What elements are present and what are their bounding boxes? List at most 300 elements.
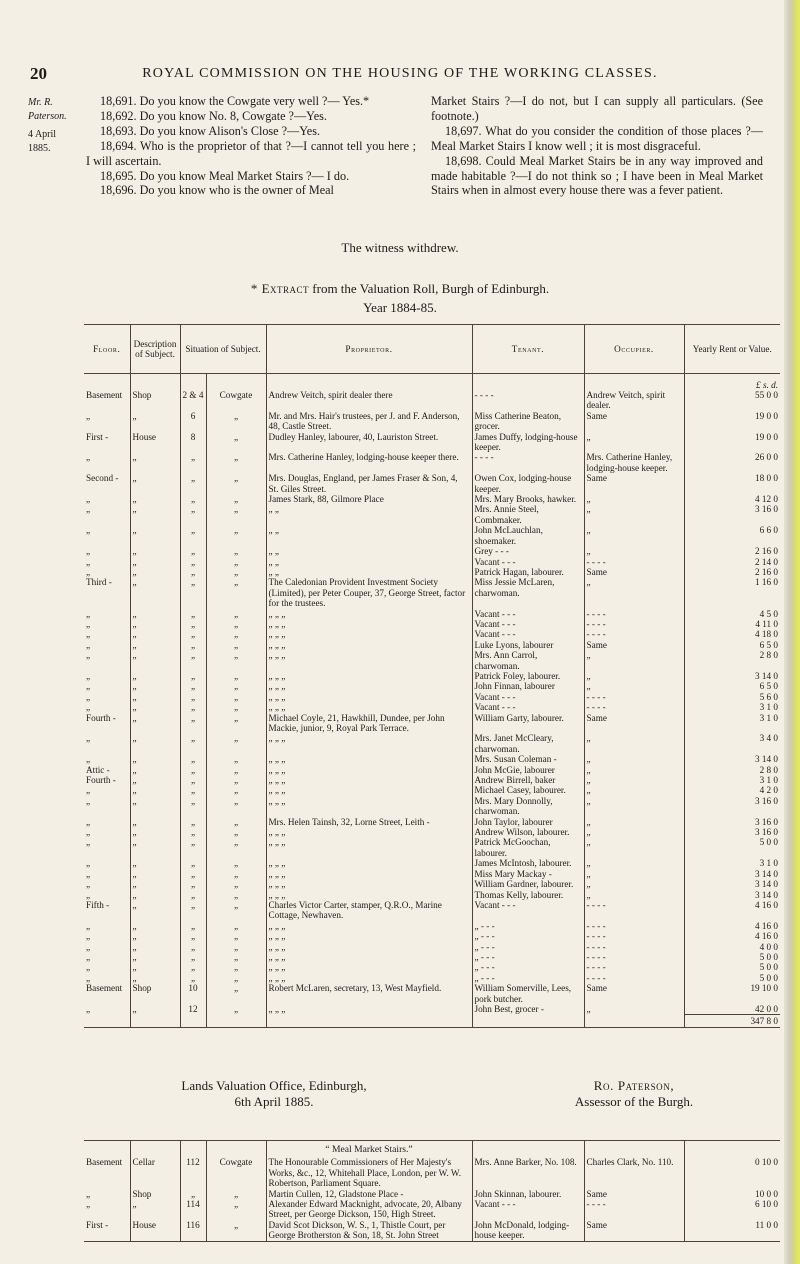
cell-number: „ (180, 681, 206, 691)
cell-description: „ (130, 921, 180, 931)
cell-tenant: James McIntosh, labourer. (472, 858, 584, 868)
cell-floor: „ (86, 879, 91, 890)
table-row (84, 452, 780, 473)
cell-number: 10 (180, 983, 206, 1004)
cell-occupier: „ (584, 504, 684, 525)
cell-situation: „ (206, 754, 266, 764)
cell-situation: „ (206, 733, 266, 754)
cell-tenant: Vacant - - - (472, 619, 584, 629)
cell-proprietor: Alexander Edward Macknight, advocate, 20, Albany Street, per George Dickson, 150, High Street. (266, 1199, 472, 1220)
cell-floor: „ (86, 702, 91, 713)
signature-assessor (484, 1078, 784, 1110)
cell-value: 5 0 0 (684, 837, 780, 858)
cell-floor: „ (86, 827, 91, 838)
header-value: Yearly Rent or Value. (684, 325, 780, 374)
cell-proprietor: „ „ „ (266, 869, 472, 879)
cell-value: 19 0 0 (684, 432, 780, 453)
cell-floor: „ (86, 452, 91, 463)
cell-tenant: Mrs. Susan Coleman - (472, 754, 584, 764)
cell-tenant: Mrs. Anne Barker, No. 108. (472, 1157, 584, 1188)
cell-description: „ (130, 473, 180, 494)
cell-value: 3 1 0 (684, 775, 780, 785)
cell-occupier: „ (584, 858, 684, 868)
header-proprietor: Proprietor. (266, 325, 472, 374)
cell-value: 4 16 0 (684, 921, 780, 931)
cell-proprietor: „ „ „ (266, 879, 472, 889)
cell-number: „ (180, 713, 206, 734)
cell-number: „ (180, 900, 206, 921)
cell-value: 3 16 0 (684, 817, 780, 827)
cell-description: „ (130, 577, 180, 608)
cell-situation: „ (206, 837, 266, 858)
cell-proprietor: „ „ „ (266, 931, 472, 941)
cell-floor: Basement (86, 983, 123, 994)
table-row (84, 713, 780, 734)
cell-description: „ (130, 962, 180, 972)
cell-number: „ (180, 494, 206, 504)
cell-description: „ (130, 629, 180, 639)
cell-situation: „ (206, 681, 266, 691)
cell-floor: „ (86, 962, 91, 973)
cell-value: 3 16 0 (684, 504, 780, 525)
table-row (84, 796, 780, 817)
cell-floor: „ (86, 785, 91, 796)
cell-situation: „ (206, 557, 266, 567)
question-18693: 18,693. Do you know Alison's Close ?—Yes. (100, 123, 321, 138)
cell-number: „ (180, 609, 206, 619)
cell-number: „ (180, 765, 206, 775)
cell-situation: „ (206, 494, 266, 504)
cell-proprietor: „ „ „ (266, 921, 472, 931)
cell-proprietor: „ „ „ (266, 952, 472, 962)
cell-occupier: „ (584, 546, 684, 556)
cell-situation: „ (206, 1004, 266, 1015)
cell-value: 3 14 0 (684, 890, 780, 900)
cell-floor: Basement (86, 1157, 123, 1168)
assessor-name: Ro. Paterson, (593, 1078, 675, 1093)
cell-description: „ (130, 546, 180, 556)
cell-tenant: Vacant - - - (472, 1199, 584, 1220)
cell-proprietor: Mrs. Helen Tainsh, 32, Lorne Street, Leith - (266, 817, 472, 827)
cell-occupier: „ (584, 1004, 684, 1015)
cell-tenant: Patrick Hagan, labourer. (472, 567, 584, 577)
cell-value: 4 0 0 (684, 942, 780, 952)
cell-occupier: - - - - (584, 629, 684, 639)
cell-tenant: Mrs. Mary Brooks, hawker. (472, 494, 584, 504)
witness-withdrew: The witness withdrew. (341, 240, 459, 255)
question-18691: 18,691. Do you know the Cowgate very well ?— Yes.* (100, 94, 370, 108)
cell-floor: „ (86, 920, 91, 931)
cell-number: „ (180, 650, 206, 671)
cell-proprietor: James Stark, 88, Gilmore Place (266, 494, 472, 504)
cell-proprietor: Martin Cullen, 12, Gladstone Place - (266, 1189, 472, 1199)
meal-table-row (84, 1157, 780, 1188)
cell-occupier: „ (584, 827, 684, 837)
cell-floor: „ (86, 494, 91, 505)
cell-proprietor: „ „ „ (266, 650, 472, 671)
meal-table-row (84, 1189, 780, 1199)
cell-description: „ (130, 609, 180, 619)
cell-description: „ (130, 713, 180, 734)
cell-value: 3 16 0 (684, 796, 780, 817)
cell-proprietor: „ „ „ (266, 765, 472, 775)
table-row (84, 775, 780, 785)
cell-occupier: - - - - (584, 931, 684, 941)
table-row (84, 890, 780, 900)
cell-situation: „ (206, 869, 266, 879)
header-occupier: Occupier. (584, 325, 684, 374)
cell-floor: „ (86, 931, 91, 942)
cell-description: „ (130, 837, 180, 858)
cell-floor: First - (84, 1220, 130, 1241)
cell-occupier: „ (584, 775, 684, 785)
question-18695: 18,695. Do you know Meal Market Stairs ?— I do. (100, 168, 350, 183)
cell-situation: „ (206, 817, 266, 827)
table-row (84, 754, 780, 764)
cell-number: 2 & 4 (180, 390, 206, 411)
cell-proprietor: „ „ „ (266, 702, 472, 712)
cell-tenant: „ - - - (472, 921, 584, 931)
cell-proprietor: Michael Coyle, 21, Hawkhill, Dundee, per John Mackie, junior, 9, Royal Park Terrace. (266, 713, 472, 734)
evidence-column-left (86, 94, 416, 198)
cell-tenant: Mrs. Janet McCleary, charwoman. (472, 733, 584, 754)
extract-year: Year 1884-85. (363, 300, 437, 315)
cell-description: „ (130, 557, 180, 567)
cell-number: 114 (180, 1199, 206, 1220)
cell-tenant: „ - - - (472, 931, 584, 941)
table-row (84, 983, 780, 1004)
cell-value: 5 0 0 (684, 962, 780, 972)
cell-value: 2 8 0 (684, 765, 780, 775)
cell-floor: „ (86, 858, 91, 869)
cell-proprietor: „ „ „ (266, 890, 472, 900)
cell-value: 4 2 0 (684, 785, 780, 795)
cell-proprietor: „ „ „ (266, 733, 472, 754)
cell-description: „ (130, 785, 180, 795)
cell-floor: Attic - (86, 764, 110, 775)
table-row (84, 733, 780, 754)
cell-floor: „ (86, 733, 91, 744)
cell-occupier: Same (584, 1189, 684, 1199)
cell-proprietor: „ „ (266, 504, 472, 525)
cell-description: „ (130, 494, 180, 504)
cell-description: „ (130, 869, 180, 879)
cell-occupier: „ (584, 733, 684, 754)
cell-tenant: Miss Mary Mackay - (472, 869, 584, 879)
table-row (84, 671, 780, 681)
table-row (84, 952, 780, 962)
meal-section-heading-row (84, 1141, 780, 1158)
office-date: 6th April 1885. (234, 1094, 314, 1109)
cell-proprietor: „ „ (266, 557, 472, 567)
cell-floor: „ (86, 951, 91, 962)
meal-market-table-body (84, 1141, 780, 1242)
cell-number: „ (180, 619, 206, 629)
cell-situation: „ (206, 567, 266, 577)
cell-tenant: John McDonald, lodging-house keeper. (472, 1220, 584, 1241)
table-row (84, 473, 780, 494)
question-18698: 18,698. Could Meal Market Stairs be in any way improved and made habitable ?—I do not think so ; I have been in Meal Market Stairs when in almost every house there was a fever patient. (431, 153, 763, 198)
valuation-table (84, 324, 780, 1028)
cell-tenant: „ - - - (472, 973, 584, 983)
cell-tenant: - - - - (472, 390, 584, 411)
question-18694: 18,694. Who is the proprietor of that ?—I cannot tell you here ; I will ascertain. (86, 138, 416, 168)
cell-description: „ (130, 858, 180, 868)
cell-situation: „ (206, 827, 266, 837)
cell-number: „ (180, 546, 206, 556)
header-floor: Floor. (84, 325, 130, 374)
cell-number: „ (180, 858, 206, 868)
meal-table-row (84, 1220, 780, 1241)
cell-tenant: Vacant - - - (472, 609, 584, 619)
total-value: 347 8 0 (684, 1015, 780, 1027)
cell-number: „ (180, 473, 206, 494)
cell-tenant: Vacant - - - (472, 557, 584, 567)
table-row (84, 858, 780, 868)
cell-description: „ (130, 973, 180, 983)
extract-rest: from the Valuation Roll, Burgh of Edinburgh. (312, 281, 550, 296)
cell-occupier: „ (584, 432, 684, 453)
cell-description: „ (130, 942, 180, 952)
cell-situation: „ (206, 952, 266, 962)
cell-description: „ (130, 754, 180, 764)
cell-proprietor: „ „ „ (266, 827, 472, 837)
table-row (84, 619, 780, 629)
cell-value: 3 14 0 (684, 671, 780, 681)
cell-occupier: „ (584, 671, 684, 681)
shillings-symbol: s. (762, 379, 769, 390)
cell-proprietor: David Scot Dickson, W. S., 1, Thistle Court, per George Brotherston & Son, 18, St. John Street (266, 1220, 472, 1241)
cell-tenant: Thomas Kelly, labourer. (472, 890, 584, 900)
cell-value: 5 0 0 (684, 952, 780, 962)
cell-number: „ (180, 775, 206, 785)
cell-proprietor: „ „ „ (266, 775, 472, 785)
cell-number: „ (180, 952, 206, 962)
cell-description: „ (130, 765, 180, 775)
cell-value: 2 8 0 (684, 650, 780, 671)
table-header-row (84, 325, 780, 374)
cell-situation: „ (206, 1189, 266, 1199)
cell-number: „ (180, 962, 206, 972)
table-row (84, 962, 780, 972)
cell-tenant: John McLauchlan, shoemaker. (472, 525, 584, 546)
cell-situation: „ (206, 546, 266, 556)
cell-occupier: Same (584, 411, 684, 432)
cell-tenant: „ - - - (472, 942, 584, 952)
table-row (84, 567, 780, 577)
cell-situation: „ (206, 973, 266, 983)
cell-tenant: Owen Cox, lodging-house keeper. (472, 473, 584, 494)
cell-value: 4 18 0 (684, 629, 780, 639)
cell-floor: „ (86, 691, 91, 702)
table-row (84, 931, 780, 941)
table-row (84, 557, 780, 567)
cell-occupier: - - - - (584, 702, 684, 712)
cell-description: „ (130, 827, 180, 837)
table-row (84, 546, 780, 556)
cell-value: 10 0 0 (684, 1189, 780, 1199)
cell-floor: „ (86, 670, 91, 681)
cell-floor: „ (86, 972, 91, 983)
cell-proprietor: „ „ „ (266, 785, 472, 795)
cell-value: 19 10 0 (684, 983, 780, 1004)
cell-occupier: - - - - (584, 962, 684, 972)
cell-description: „ (130, 452, 180, 473)
cell-tenant: Mrs. Mary Donnolly, charwoman. (472, 796, 584, 817)
cell-value: 3 1 0 (684, 858, 780, 868)
cell-proprietor: „ „ „ (266, 681, 472, 691)
cell-value: 3 16 0 (684, 827, 780, 837)
cell-occupier: „ (584, 890, 684, 900)
cell-occupier: Mrs. Catherine Hanley, lodging-house keeper. (584, 452, 684, 473)
cell-occupier: „ (584, 765, 684, 775)
cell-occupier: „ (584, 681, 684, 691)
cell-floor: „ (86, 618, 91, 629)
cell-proprietor: „ „ „ (266, 671, 472, 681)
cell-number: „ (180, 733, 206, 754)
cell-tenant: Andrew Wilson, labourer. (472, 827, 584, 837)
cell-occupier: - - - - (584, 609, 684, 619)
cell-tenant: Vacant - - - (472, 692, 584, 702)
cell-value: 6 6 0 (684, 525, 780, 546)
cell-occupier: Same (584, 473, 684, 494)
cell-description: „ (130, 567, 180, 577)
cell-value: 3 1 0 (684, 702, 780, 712)
cell-floor: Basement (86, 390, 123, 400)
meal-market-table (84, 1140, 780, 1242)
cell-number: „ (180, 973, 206, 983)
cell-proprietor: „ „ (266, 567, 472, 577)
cell-proprietor: Mrs. Catherine Hanley, lodging-house keeper there. (266, 452, 472, 473)
cell-tenant: Mrs. Annie Steel, Combmaker. (472, 504, 584, 525)
cell-proprietor: Mrs. Douglas, England, per James Fraser & Son, 4, St. Giles Street. (266, 473, 472, 494)
cell-situation: Cowgate (206, 1157, 266, 1188)
cell-description: „ (130, 1199, 180, 1220)
cell-situation: „ (206, 432, 266, 453)
cell-value: 26 0 0 (684, 452, 780, 473)
cell-floor: „ (86, 795, 91, 806)
cell-proprietor: „ „ (266, 525, 472, 546)
evidence-column-right (431, 94, 763, 198)
cell-value: 19 0 0 (684, 411, 780, 432)
cell-situation: „ (206, 577, 266, 608)
cell-value: 3 4 0 (684, 733, 780, 754)
cell-value: 6 5 0 (684, 640, 780, 650)
cell-occupier: Andrew Veitch, spirit dealer. (584, 390, 684, 411)
cell-tenant: Vacant - - - (472, 900, 584, 921)
cell-tenant: John McGie, labourer (472, 765, 584, 775)
cell-occupier: „ (584, 837, 684, 858)
cell-floor: „ (86, 566, 91, 577)
cell-situation: „ (206, 671, 266, 681)
cell-floor: „ (86, 1003, 91, 1014)
cell-occupier: „ (584, 650, 684, 671)
cell-number: „ (180, 629, 206, 639)
valuation-table-body (84, 374, 780, 1028)
cell-occupier: „ (584, 879, 684, 889)
signature-office (84, 1078, 464, 1110)
cell-tenant: John Skinnan, labourer. (472, 1189, 584, 1199)
table-row (84, 785, 780, 795)
cell-number: „ (180, 785, 206, 795)
cell-tenant: Grey - - - (472, 546, 584, 556)
cell-situation: „ (206, 525, 266, 546)
cell-description: „ (130, 817, 180, 827)
table-row (84, 681, 780, 691)
table-row (84, 432, 780, 453)
cell-occupier: - - - - (584, 557, 684, 567)
cell-proprietor: „ „ „ (266, 692, 472, 702)
cell-tenant: Mrs. Ann Carrol, charwoman. (472, 650, 584, 671)
page-number: 20 (30, 64, 47, 83)
cell-tenant: John Best, grocer - (472, 1004, 584, 1015)
cell-tenant: Michael Casey, labourer. (472, 785, 584, 795)
cell-description: „ (130, 733, 180, 754)
cell-situation: „ (206, 609, 266, 619)
cell-proprietor: „ „ (266, 546, 472, 556)
cell-number: „ (180, 931, 206, 941)
table-row (84, 942, 780, 952)
cell-floor: „ (86, 608, 91, 619)
cell-occupier: Charles Clark, No. 110. (584, 1157, 684, 1188)
answer-18696: Market Stairs ?—I do not, but I can supply all particulars. (See footnote.) (431, 94, 763, 123)
currency-units (684, 374, 780, 391)
cell-number: „ (180, 577, 206, 608)
cell-number: „ (180, 869, 206, 879)
cell-tenant: Vacant - - - (472, 702, 584, 712)
table-row (84, 629, 780, 639)
cell-situation: „ (206, 1220, 266, 1241)
cell-value: 42 0 0 (684, 1004, 780, 1015)
cell-value: 3 1 0 (684, 713, 780, 734)
question-18697: 18,697. What do you consider the condition of those places ?—Meal Market Stairs I know well ; it is most disgraceful. (431, 123, 763, 153)
cell-proprietor: „ „ „ (266, 640, 472, 650)
cell-situation: „ (206, 504, 266, 525)
extract-prefix: * Extract (250, 281, 310, 296)
cell-occupier: „ (584, 494, 684, 504)
cell-description: „ (130, 890, 180, 900)
cell-number: „ (180, 692, 206, 702)
cell-tenant: William Garty, labourer. (472, 713, 584, 734)
cell-value: 6 5 0 (684, 681, 780, 691)
cell-situation: „ (206, 473, 266, 494)
cell-occupier: „ (584, 577, 684, 608)
cell-floor: „ (86, 754, 91, 765)
cell-value: 11 0 0 (684, 1220, 780, 1241)
cell-proprietor: The Honourable Commissioners of Her Majesty's Works, &c., 12, Whitehall Place, London, per W. W. Robertson, Parliament Square. (266, 1157, 472, 1188)
cell-value: 4 5 0 (684, 609, 780, 619)
cell-proprietor: „ „ „ (266, 629, 472, 639)
cell-floor: „ (86, 639, 91, 650)
cell-number: „ (180, 827, 206, 837)
extract-title (0, 281, 800, 297)
table-row (84, 692, 780, 702)
cell-description: „ (130, 1004, 180, 1015)
cell-occupier: - - - - (584, 1199, 684, 1220)
cell-situation: „ (206, 962, 266, 972)
cell-situation: „ (206, 890, 266, 900)
cell-occupier: - - - - (584, 942, 684, 952)
cell-occupier: - - - - (584, 900, 684, 921)
cell-floor: Fifth - (86, 899, 110, 910)
table-row (84, 837, 780, 858)
cell-situation: „ (206, 411, 266, 432)
cell-value: 0 10 0 (684, 1157, 780, 1188)
table-row (84, 702, 780, 712)
cell-number: „ (180, 921, 206, 931)
cell-floor: „ (86, 816, 91, 827)
cell-situation: „ (206, 1199, 266, 1220)
